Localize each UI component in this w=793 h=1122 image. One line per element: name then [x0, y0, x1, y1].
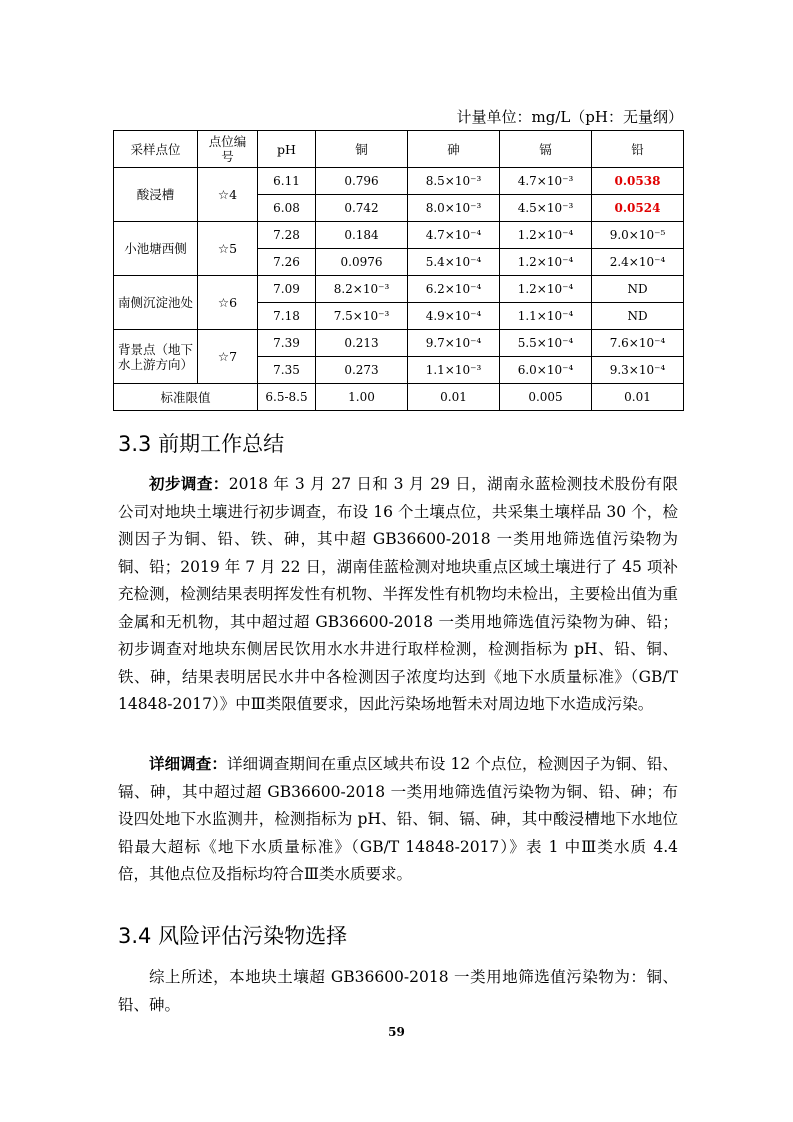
header-site: 采样点位: [114, 131, 198, 168]
table-row: [114, 168, 684, 195]
paragraph-conclusion: 综上所述，本地块土壤超 GB36600-2018 一类用地筛选值污染物为：铜、铅、砷。: [118, 968, 678, 1014]
cu-cell: 0.213: [316, 330, 408, 357]
section-3-4-title: 3.4 风险评估污染物选择: [118, 924, 348, 948]
table-header-row: [114, 131, 684, 168]
cd-cell: 4.7×10⁻³: [500, 168, 592, 195]
pb-cell-exceed: 0.0524: [592, 195, 684, 222]
as-cell: 4.7×10⁻⁴: [408, 222, 500, 249]
header-code: 点位编号: [198, 131, 258, 168]
cu-cell: 0.184: [316, 222, 408, 249]
ph-cell: 7.39: [258, 330, 316, 357]
ph-cell: 7.35: [258, 357, 316, 384]
site-name: 南侧沉淀池处: [114, 276, 198, 330]
site-name: 酸浸槽: [114, 168, 198, 222]
site-name: 小池塘西侧: [114, 222, 198, 276]
as-cell: 1.1×10⁻³: [408, 357, 500, 384]
cd-cell: 4.5×10⁻³: [500, 195, 592, 222]
as-cell: 8.0×10⁻³: [408, 195, 500, 222]
detailed-text: 详细调查期间在重点区域共布设 12 个点位，检测因子为铜、铅、镉、砷，其中超过超 GB36600-2018 一类用地筛选值污染物为铜、铅、砷；布设四处地下水监测井，检测指标为 pH、铅、铜、镉、砷，其中酸浸槽地下水地位铅最大超标《地下水质量标准》（GB/T 14848-2017）》表 1 中Ⅲ类水质 4.4 倍，其他点位及指标均符合Ⅲ类水质要求。: [118, 755, 678, 883]
ph-cell: 6.08: [258, 195, 316, 222]
pb-cell: ND: [592, 303, 684, 330]
table-row: [114, 330, 684, 357]
ph-cell: 7.26: [258, 249, 316, 276]
as-cell: 9.7×10⁻⁴: [408, 330, 500, 357]
limit-cd: 0.005: [500, 384, 592, 411]
limit-pb: 0.01: [592, 384, 684, 411]
header-cu: 铜: [316, 131, 408, 168]
as-cell: 6.2×10⁻⁴: [408, 276, 500, 303]
limit-as: 0.01: [408, 384, 500, 411]
paragraph-detailed: [118, 750, 678, 889]
ph-cell: 6.11: [258, 168, 316, 195]
cd-cell: 1.2×10⁻⁴: [500, 222, 592, 249]
cu-cell: 8.2×10⁻³: [316, 276, 408, 303]
cd-cell: 1.1×10⁻⁴: [500, 303, 592, 330]
cu-cell: 7.5×10⁻³: [316, 303, 408, 330]
cu-cell: 0.273: [316, 357, 408, 384]
as-cell: 5.4×10⁻⁴: [408, 249, 500, 276]
pb-cell: 7.6×10⁻⁴: [592, 330, 684, 357]
site-code: ☆7: [198, 330, 258, 384]
paragraph-preliminary: [118, 470, 678, 719]
limit-row: [114, 384, 684, 411]
monitoring-table: [113, 130, 684, 411]
limit-cu: 1.00: [316, 384, 408, 411]
unit-note: 计量单位：mg/L（pH：无量纲）: [456, 108, 683, 126]
cd-cell: 5.5×10⁻⁴: [500, 330, 592, 357]
pb-cell: ND: [592, 276, 684, 303]
header-cd: 镉: [500, 131, 592, 168]
cu-cell: 0.742: [316, 195, 408, 222]
table-row: [114, 276, 684, 303]
header-pb: 铅: [592, 131, 684, 168]
site-code: ☆5: [198, 222, 258, 276]
pb-cell: 9.0×10⁻⁵: [592, 222, 684, 249]
section-3-3-title: 3.3 前期工作总结: [118, 432, 285, 456]
cd-cell: 1.2×10⁻⁴: [500, 276, 592, 303]
header-ph: pH: [258, 131, 316, 168]
ph-cell: 7.18: [258, 303, 316, 330]
preliminary-text: 2018 年 3 月 27 日和 3 月 29 日，湖南永蓝检测技术股份有限公司对地块土壤进行初步调查，布设 16 个土壤点位，共采集土壤样品 30 个，检测因子为铜、铅、铁、砷，其中超 GB36600-2018 一类用地筛选值污染物为铜、铅；2019 年 7 月 22 日，湖南佳蓝检测对地块重点区域土壤进行了 45 项补充检测，检测结果表明挥发性有机物、半挥发性有机物均未检出，主要检出值为重金属和无机物，其中超过超 GB36600-2018 一类用地筛选值污染物为砷、铅；初步调查对地块东侧居民饮用水水井进行取样检测，检测指标为 pH、铅、铜、铁、砷，结果表明居民水井中各检测因子浓度均达到《地下水质量标准》（GB/T 14848-2017）》中Ⅲ类限值要求，因此污染场地暂未对周边地下水造成污染。: [118, 475, 678, 713]
preliminary-label: 初步调查：: [149, 474, 229, 493]
site-code: ☆6: [198, 276, 258, 330]
pb-cell: 9.3×10⁻⁴: [592, 357, 684, 384]
ph-cell: 7.09: [258, 276, 316, 303]
cu-cell: 0.0976: [316, 249, 408, 276]
cu-cell: 0.796: [316, 168, 408, 195]
detailed-label: 详细调查：: [149, 754, 228, 773]
page-number: 59: [388, 1025, 405, 1039]
header-as: 砷: [408, 131, 500, 168]
ph-cell: 7.28: [258, 222, 316, 249]
cd-cell: 1.2×10⁻⁴: [500, 249, 592, 276]
limit-label: 标准限值: [114, 384, 258, 411]
as-cell: 8.5×10⁻³: [408, 168, 500, 195]
as-cell: 4.9×10⁻⁴: [408, 303, 500, 330]
cd-cell: 6.0×10⁻⁴: [500, 357, 592, 384]
limit-ph: 6.5-8.5: [258, 384, 316, 411]
table-row: [114, 222, 684, 249]
site-code: ☆4: [198, 168, 258, 222]
pb-cell-exceed: 0.0538: [592, 168, 684, 195]
pb-cell: 2.4×10⁻⁴: [592, 249, 684, 276]
site-name: 背景点（地下水上游方向）: [114, 330, 198, 384]
